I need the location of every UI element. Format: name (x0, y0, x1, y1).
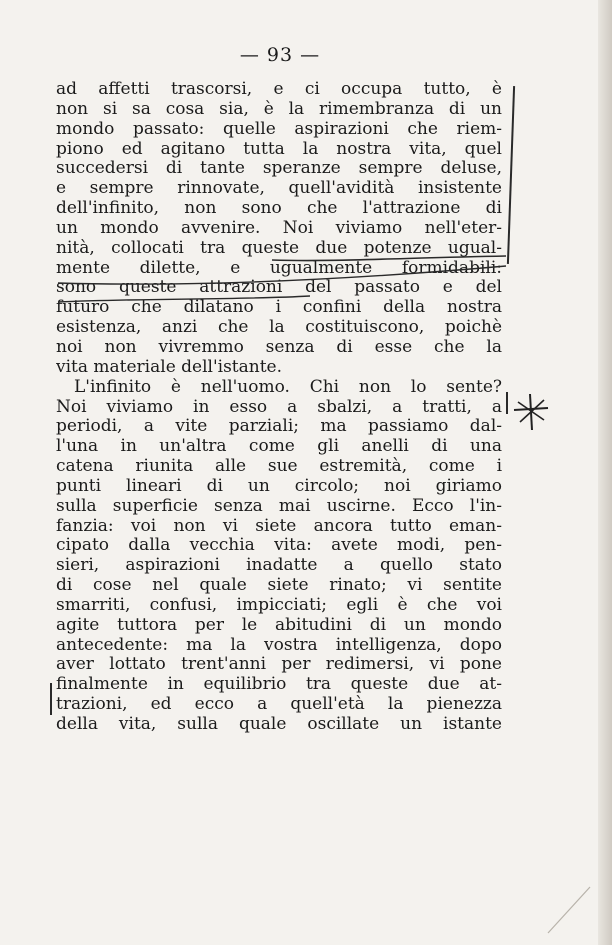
text-line: smarriti, confusi, impicciati; egli è che voi (56, 595, 502, 615)
text-line: mondo passato: quelle aspirazioni che riem- (56, 119, 502, 139)
text-line: noi non vivremmo senza di esse che la (56, 337, 502, 357)
text-line: l'una in un'altra come gli anelli di una (56, 437, 502, 457)
text-line: cipato dalla vecchia vita: avete modi, pen- (56, 536, 502, 556)
text-line: Noi viviamo in esso a sbalzi, a tratti, a (56, 397, 502, 417)
text-line: agite tuttora per le abitudini di un mondo (56, 615, 502, 635)
text-line: piono ed agitano tutta la nostra vita, quel (56, 139, 502, 159)
corner-fold (542, 885, 592, 935)
text-line: futuro che dilatano i confini della nostra (56, 298, 502, 318)
text-line: sulla superficie senza mai uscirne. Ecco l'in- (56, 496, 502, 516)
text-line: sieri, aspirazioni inadatte a quello stato (56, 556, 502, 576)
text-line: punti lineari di un circolo; noi giriamo (56, 476, 502, 496)
text-line: di cose nel quale siete rinato; vi sentite (56, 576, 502, 596)
text-line: un mondo avvenire. Noi viviamo nell'eter- (56, 218, 502, 238)
text-line: antecedente: ma la vostra intelligenza, dopo (56, 635, 502, 655)
asterisk-icon (510, 392, 550, 432)
text-line: fanzia: voi non vi siete ancora tutto eman- (56, 516, 502, 536)
text-line: finalmente in equilibrio tra queste due at- (56, 675, 502, 695)
text-line: nità, collocati tra queste due potenze ugual- (56, 238, 502, 258)
text-line: succedersi di tante speranze sempre deluse, (56, 159, 502, 179)
text-line: trazioni, ed ecco a quell'età la pienezza (56, 695, 502, 715)
text-line: catena riunita alle sue estremità, come i (56, 457, 502, 477)
text-line: dell'infinito, non sono che l'attrazione di (56, 199, 502, 219)
text-line: mente dilette, e ugualmente formidabili: (56, 258, 502, 278)
text-line: L'infinito è nell'uomo. Chi non lo sente? (74, 377, 502, 397)
text-line: aver lottato trent'anni per redimersi, vi pone (56, 655, 502, 675)
text-line: sono queste attrazioni del passato e del (56, 278, 502, 298)
text-line: vita materiale dell'istante. (56, 357, 283, 377)
text-line: periodi, a vite parziali; ma passiamo dal- (56, 417, 502, 437)
page-number: — 93 — (239, 44, 321, 66)
text-line: esistenza, anzi che la costituiscono, poichè (56, 318, 502, 338)
text-line: ad affetti trascorsi, e ci occupa tutto, è (56, 80, 502, 99)
text-line: e sempre rinnovate, quell'avidità insistente (56, 179, 502, 199)
text-line: della vita, sulla quale oscillate un istante (56, 715, 502, 734)
text-line: non si sa cosa sia, è la rimembranza di un (56, 99, 502, 119)
